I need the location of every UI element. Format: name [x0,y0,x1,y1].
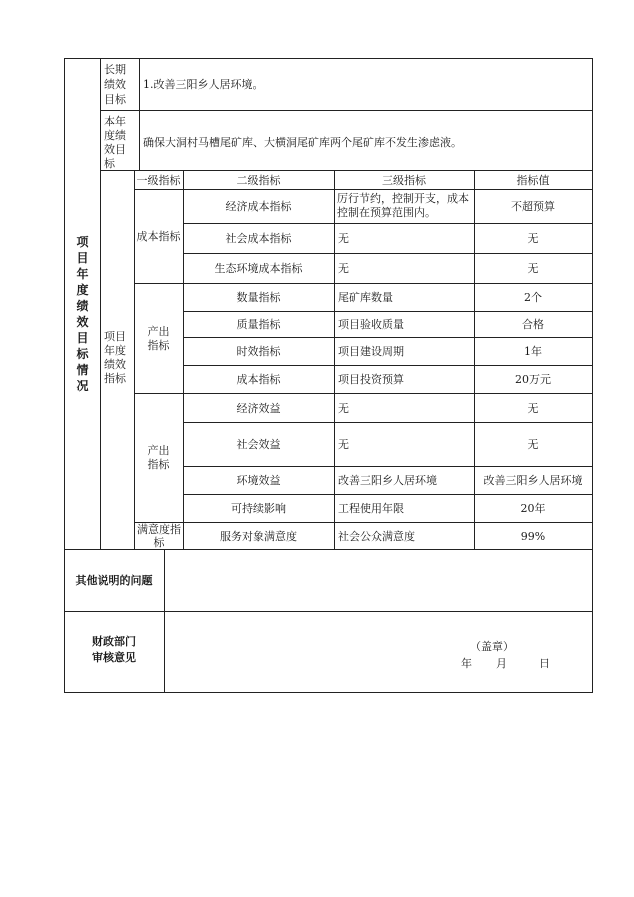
row-l3: 社会公众满意度 [338,530,415,543]
row-l2: 社会效益 [236,438,281,451]
finance-review-label-line1: 财政部门 [92,635,136,648]
header-value: 指标值 [516,174,550,187]
finance-review-label-line2: 审核意见 [92,651,136,664]
row-value: 无 [527,262,539,275]
row-l3: 厉行节约，控制开支，成本控制在预算范围内。 [337,192,469,219]
row-value: 1年 [524,345,542,358]
row-l3: 改善三阳乡人居环境 [338,474,437,487]
row-value: 99% [520,530,546,543]
annual-goal-content: 确保大洞村马槽尾矿库、大横洞尾矿库两个尾矿库不发生渗虑液。 [143,136,462,149]
row-value: 2个 [524,291,542,304]
annual-goal-label: 本年度绩效目标 [104,115,126,170]
row-l2: 数量指标 [236,291,281,304]
row-value: 合格 [522,318,544,331]
row-l2: 环境效益 [236,474,281,487]
row-value: 无 [527,438,539,451]
other-issues-label: 其他说明的问题 [75,574,153,587]
date-day: 日 [539,657,550,670]
row-value: 无 [527,232,539,245]
annual-indicators-label: 项目年度绩效指标 [104,330,126,385]
row-value: 不超预算 [511,200,555,213]
row-l2: 时效指标 [236,345,281,358]
row-l3: 无 [338,438,349,451]
long-term-goal-label: 长期绩效目标 [104,63,126,106]
row-l2: 成本指标 [236,373,281,386]
header-level3: 三级指标 [382,174,426,187]
row-l3: 工程使用年限 [338,502,404,515]
row-l3: 项目建设周期 [338,345,404,358]
row-value: 20年 [520,502,546,515]
row-l3: 尾矿库数量 [338,291,393,304]
long-term-goal-content: 1.改善三阳乡人居环境。 [143,78,264,91]
date-month: 月 [496,657,507,670]
row-value: 改善三阳乡人居环境 [483,474,583,487]
group-satisfaction: 满意度指标 [137,523,181,549]
group-output: 产出指标 [147,325,170,352]
row-l3: 项目投资预算 [338,373,404,386]
seal-label: （盖章） [470,640,514,653]
date-year: 年 [461,657,472,670]
row-l2: 可持续影响 [231,502,286,515]
row-value: 无 [527,402,539,415]
row-l3: 项目验收质量 [338,318,404,331]
row-l3: 无 [338,402,349,415]
row-l2: 经济效益 [236,402,281,415]
group-benefit: 产出指标 [147,444,170,471]
row-l3: 无 [338,262,349,275]
section-label: 项目年度绩效目标情况 [76,235,89,393]
row-l2: 经济成本指标 [225,200,292,213]
row-l2: 质量指标 [236,318,281,331]
row-l2: 社会成本指标 [225,232,292,245]
header-level1: 一级指标 [136,174,181,187]
group-cost: 成本指标 [136,230,181,243]
row-l2: 生态环境成本指标 [214,262,303,275]
row-value: 20万元 [515,373,551,386]
row-l3: 无 [338,232,349,245]
row-l2: 服务对象满意度 [220,530,297,543]
header-level2: 二级指标 [236,174,281,187]
